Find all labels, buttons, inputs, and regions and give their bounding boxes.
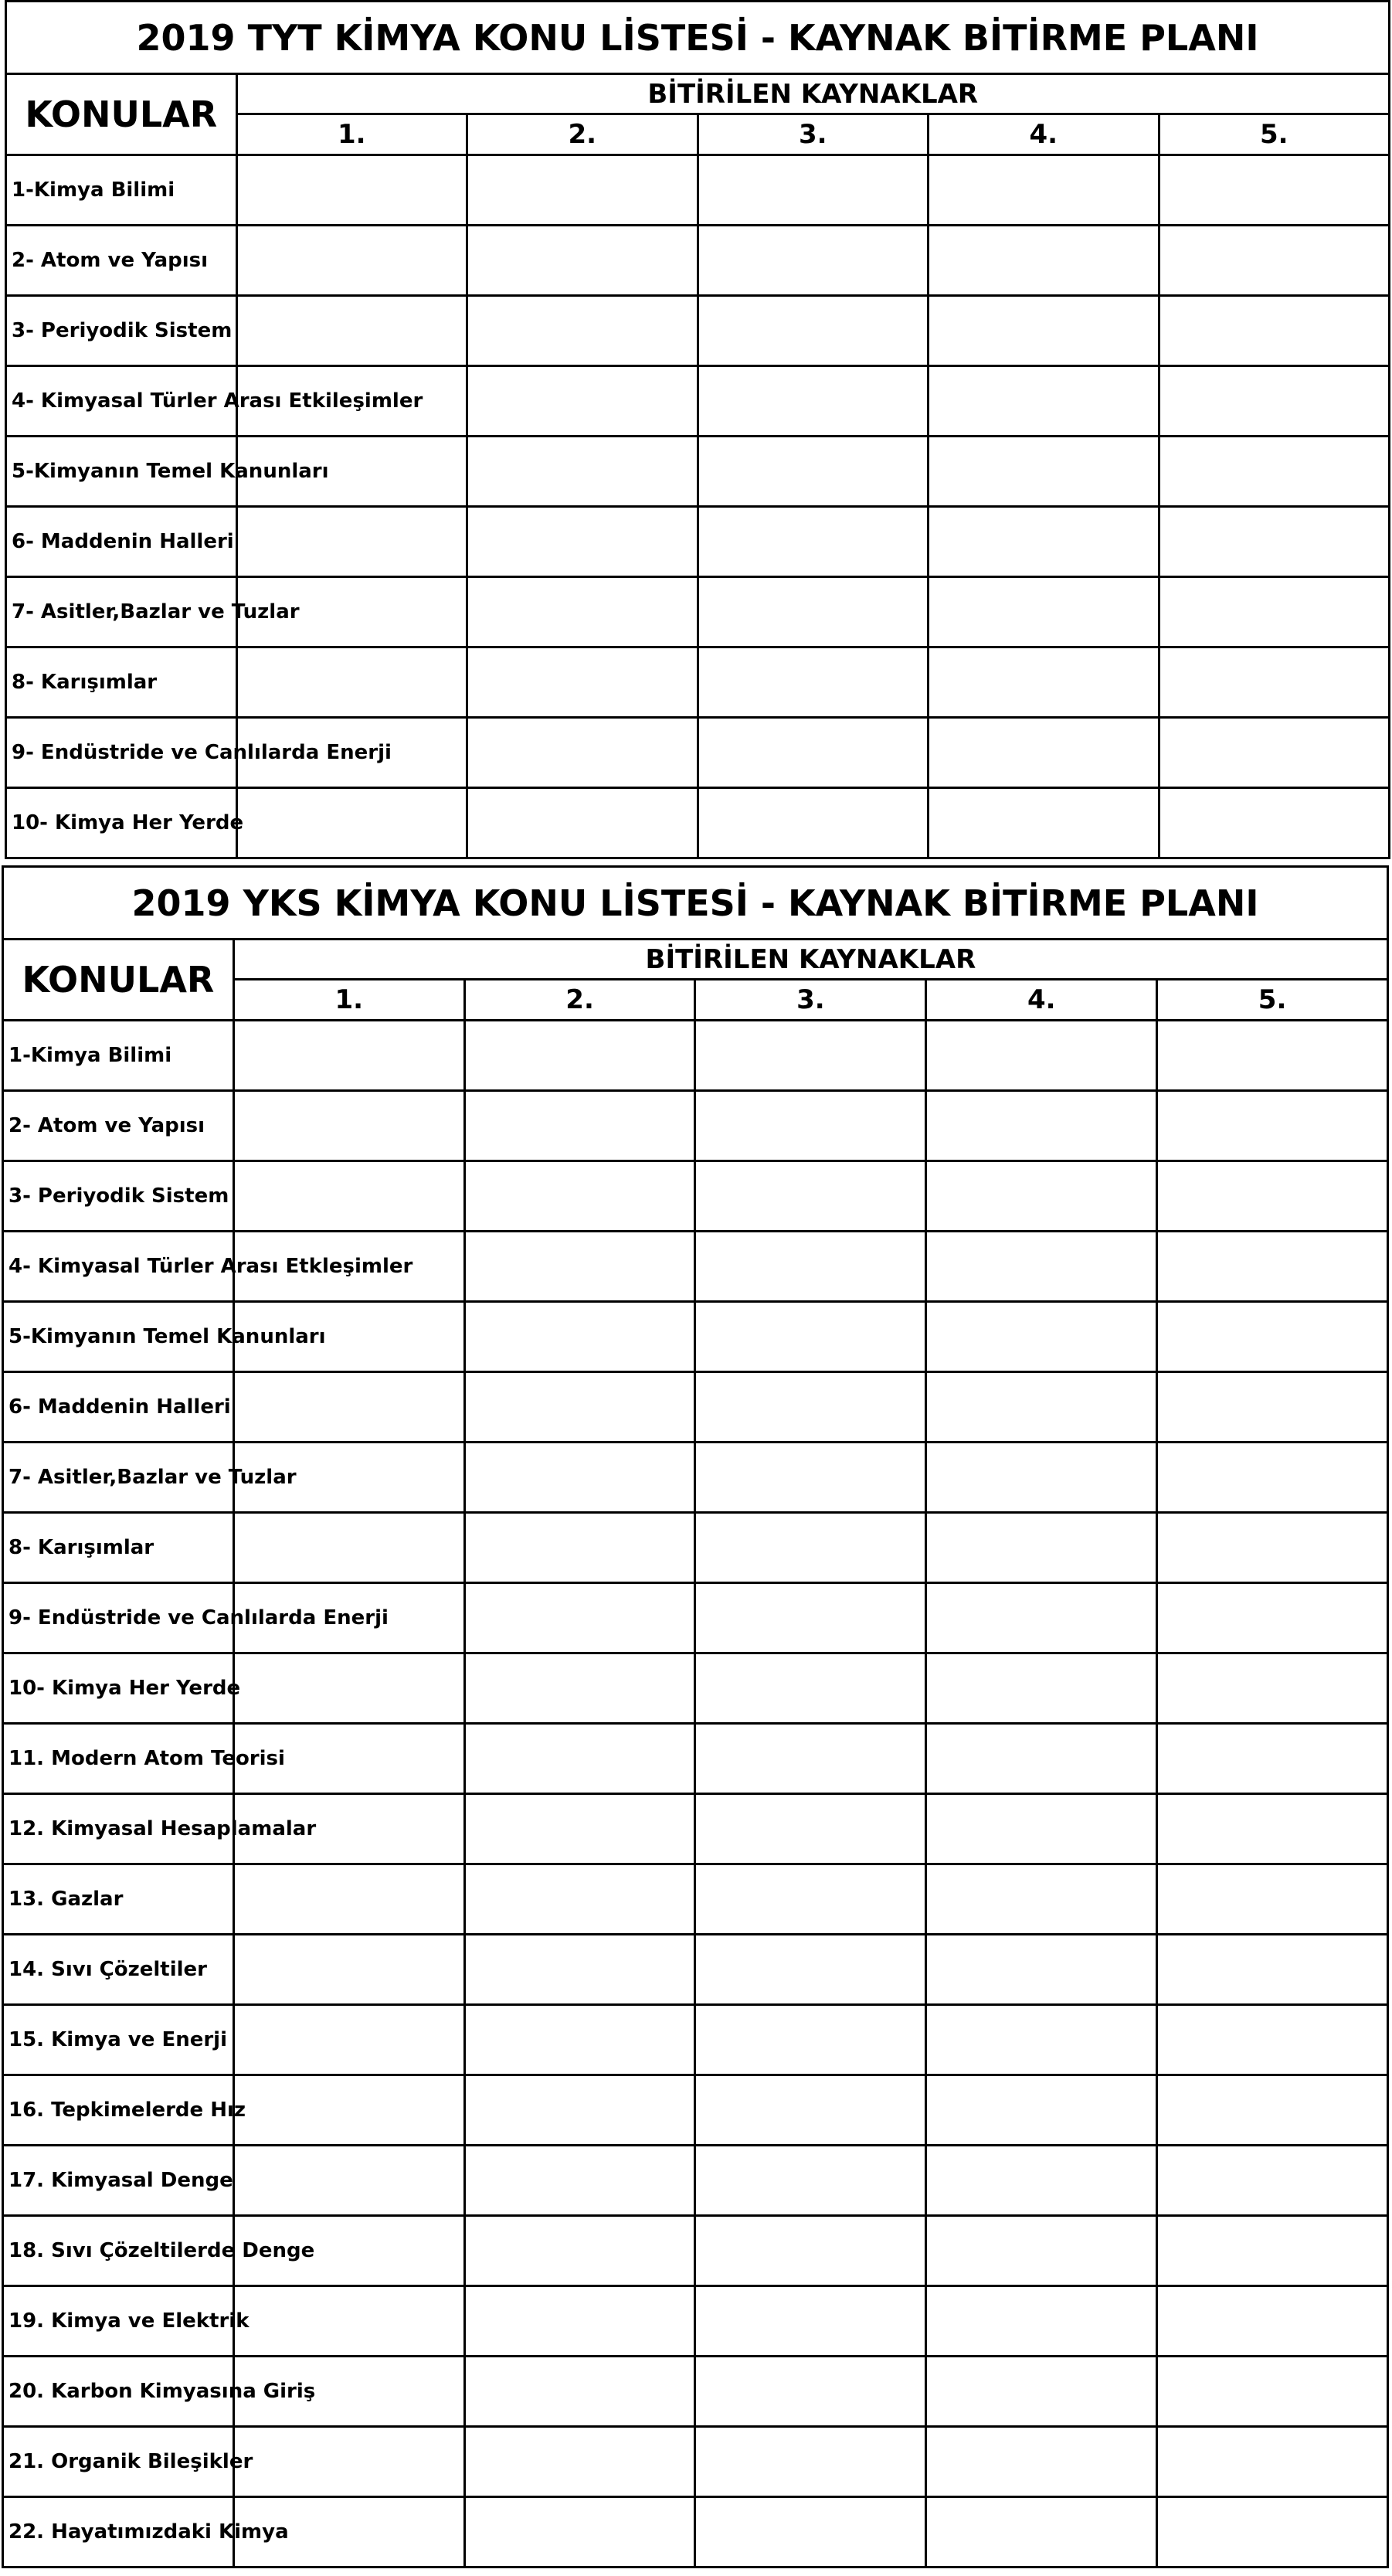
topic-label: 10- Kimya Her Yerde: [3, 1653, 234, 1724]
source-check-cell[interactable]: [467, 788, 698, 858]
topic-label: 22. Hayatımızdaki Kimya: [3, 2497, 234, 2568]
source-check-cell[interactable]: [467, 577, 698, 647]
topic-row: [3, 1302, 1388, 1372]
tyt-plan-sheet: [5, 0, 1390, 859]
topic-label: 7- Asitler,Bazlar ve Tuzlar: [6, 577, 237, 647]
source-column-header: 4.: [926, 980, 1157, 1021]
source-check-cell[interactable]: [926, 1161, 1157, 1232]
topic-row: [3, 1513, 1388, 1583]
source-check-cell[interactable]: [1157, 2427, 1388, 2497]
source-check-cell[interactable]: [1157, 1513, 1388, 1583]
source-check-cell[interactable]: [464, 2216, 695, 2286]
source-check-cell[interactable]: [464, 1443, 695, 1513]
topic-label: 1-Kimya Bilimi: [3, 1021, 234, 1091]
source-check-cell[interactable]: [695, 2216, 926, 2286]
source-check-cell[interactable]: [698, 647, 929, 718]
source-check-cell[interactable]: [929, 718, 1159, 788]
topic-label: 5-Kimyanın Temel Kanunları: [6, 437, 237, 507]
source-check-cell[interactable]: [926, 1864, 1157, 1935]
source-column-header: 5.: [1157, 980, 1388, 1021]
topic-label: 15. Kimya ve Enerji: [3, 2005, 234, 2075]
topic-row: [3, 1021, 1388, 1091]
topic-row: [6, 507, 1390, 577]
source-check-cell[interactable]: [698, 788, 929, 858]
source-check-cell[interactable]: [926, 1302, 1157, 1372]
source-check-cell[interactable]: [926, 2286, 1157, 2357]
source-check-cell[interactable]: [695, 1794, 926, 1864]
topic-row: [3, 2146, 1388, 2216]
topic-label: 17. Kimyasal Denge: [3, 2146, 234, 2216]
konular-header: KONULAR: [3, 940, 234, 1021]
topic-row: [3, 2357, 1388, 2427]
source-check-cell[interactable]: [233, 2005, 464, 2075]
topic-row: [6, 788, 1390, 858]
source-check-cell[interactable]: [1157, 2286, 1388, 2357]
topic-label: 6- Maddenin Halleri: [3, 1372, 234, 1443]
topic-row: [3, 1232, 1388, 1302]
topic-label: 19. Kimya ve Elektrik: [3, 2286, 234, 2357]
source-check-cell[interactable]: [926, 1653, 1157, 1724]
topic-row: [3, 2005, 1388, 2075]
sheet-title: 2019 YKS KİMYA KONU LİSTESİ - KAYNAK BİTİRME PLANI: [3, 867, 1388, 940]
source-check-cell[interactable]: [929, 155, 1159, 226]
source-check-cell[interactable]: [1157, 1794, 1388, 1864]
source-check-cell[interactable]: [926, 1513, 1157, 1583]
yks-table: [2, 865, 1389, 2568]
source-check-cell[interactable]: [233, 1935, 464, 2005]
topic-row: [3, 1724, 1388, 1794]
source-check-cell[interactable]: [695, 2146, 926, 2216]
topic-row: [3, 1372, 1388, 1443]
source-check-cell[interactable]: [1157, 1864, 1388, 1935]
topic-label: 9- Endüstride ve Canlılarda Enerji: [3, 1583, 234, 1653]
source-check-cell[interactable]: [695, 1232, 926, 1302]
source-check-cell[interactable]: [464, 2075, 695, 2146]
topic-row: [3, 1864, 1388, 1935]
source-check-cell[interactable]: [464, 1091, 695, 1161]
topic-label: 9- Endüstride ve Canlılarda Enerji: [6, 718, 237, 788]
topic-row: [6, 647, 1390, 718]
topic-label: 2- Atom ve Yapısı: [3, 1091, 234, 1161]
source-check-cell[interactable]: [929, 366, 1159, 437]
source-check-cell[interactable]: [695, 1443, 926, 1513]
source-check-cell[interactable]: [1157, 2497, 1388, 2568]
source-check-cell[interactable]: [1157, 2005, 1388, 2075]
source-check-cell[interactable]: [698, 437, 929, 507]
source-check-cell[interactable]: [236, 155, 467, 226]
source-check-cell[interactable]: [233, 1161, 464, 1232]
source-check-cell[interactable]: [467, 296, 698, 366]
source-check-cell[interactable]: [233, 1021, 464, 1091]
topic-label: 2- Atom ve Yapısı: [6, 226, 237, 296]
source-column-header: 2.: [464, 980, 695, 1021]
source-check-cell[interactable]: [1157, 1302, 1388, 1372]
source-check-cell[interactable]: [233, 1091, 464, 1161]
source-check-cell[interactable]: [698, 226, 929, 296]
topic-row: [3, 1443, 1388, 1513]
source-check-cell[interactable]: [695, 1513, 926, 1583]
source-check-cell[interactable]: [926, 2216, 1157, 2286]
topic-row: [3, 2075, 1388, 2146]
source-column-header: 3.: [698, 114, 929, 155]
source-check-cell[interactable]: [926, 2357, 1157, 2427]
source-check-cell[interactable]: [1159, 507, 1390, 577]
source-check-cell[interactable]: [1157, 1232, 1388, 1302]
topic-row: [3, 1091, 1388, 1161]
source-check-cell[interactable]: [1159, 437, 1390, 507]
source-check-cell[interactable]: [464, 2146, 695, 2216]
source-check-cell[interactable]: [698, 296, 929, 366]
topic-row: [6, 366, 1390, 437]
source-check-cell[interactable]: [464, 1864, 695, 1935]
topic-label: 20. Karbon Kimyasına Giriş: [3, 2357, 234, 2427]
source-check-cell[interactable]: [464, 1161, 695, 1232]
source-check-cell[interactable]: [926, 2146, 1157, 2216]
source-check-cell[interactable]: [467, 226, 698, 296]
source-check-cell[interactable]: [233, 1513, 464, 1583]
source-check-cell[interactable]: [464, 1583, 695, 1653]
source-check-cell[interactable]: [467, 366, 698, 437]
source-check-cell[interactable]: [233, 2146, 464, 2216]
topic-row: [6, 437, 1390, 507]
bitirilen-kaynaklar-header: BİTİRİLEN KAYNAKLAR: [236, 74, 1390, 114]
source-check-cell[interactable]: [233, 2075, 464, 2146]
source-check-cell[interactable]: [695, 1302, 926, 1372]
source-check-cell[interactable]: [926, 1372, 1157, 1443]
topic-label: 18. Sıvı Çözeltilerde Denge: [3, 2216, 234, 2286]
topic-row: [3, 2216, 1388, 2286]
source-check-cell[interactable]: [464, 1513, 695, 1583]
topic-label: 4- Kimyasal Türler Arası Etkleşimler: [3, 1232, 234, 1302]
topic-label: 3- Periyodik Sistem: [3, 1161, 234, 1232]
source-check-cell[interactable]: [695, 2075, 926, 2146]
topic-label: 11. Modern Atom Teorisi: [3, 1724, 234, 1794]
topic-row: [6, 577, 1390, 647]
source-check-cell[interactable]: [929, 507, 1159, 577]
source-check-cell[interactable]: [695, 1583, 926, 1653]
source-check-cell[interactable]: [695, 2357, 926, 2427]
topic-label: 21. Organik Bileşikler: [3, 2427, 234, 2497]
source-check-cell[interactable]: [926, 1794, 1157, 1864]
source-column-header: 1.: [236, 114, 467, 155]
source-check-cell[interactable]: [1157, 2216, 1388, 2286]
source-check-cell[interactable]: [926, 1443, 1157, 1513]
source-check-cell[interactable]: [695, 2286, 926, 2357]
source-check-cell[interactable]: [698, 155, 929, 226]
source-check-cell[interactable]: [929, 788, 1159, 858]
source-check-cell[interactable]: [1157, 1583, 1388, 1653]
topic-row: [3, 1794, 1388, 1864]
source-check-cell[interactable]: [233, 1653, 464, 1724]
source-check-cell[interactable]: [467, 507, 698, 577]
source-check-cell[interactable]: [1157, 1021, 1388, 1091]
source-check-cell[interactable]: [464, 2005, 695, 2075]
source-column-header: 2.: [467, 114, 698, 155]
source-check-cell[interactable]: [236, 507, 467, 577]
source-check-cell[interactable]: [1157, 1724, 1388, 1794]
source-check-cell[interactable]: [695, 1021, 926, 1091]
source-check-cell[interactable]: [695, 2427, 926, 2497]
source-check-cell[interactable]: [698, 366, 929, 437]
topic-row: [3, 2427, 1388, 2497]
source-check-cell[interactable]: [467, 647, 698, 718]
source-check-cell[interactable]: [926, 1583, 1157, 1653]
source-check-cell[interactable]: [926, 2005, 1157, 2075]
source-check-cell[interactable]: [464, 1372, 695, 1443]
source-check-cell[interactable]: [1159, 296, 1390, 366]
source-check-cell[interactable]: [695, 1091, 926, 1161]
source-check-cell[interactable]: [467, 155, 698, 226]
source-check-cell[interactable]: [233, 2427, 464, 2497]
source-check-cell[interactable]: [695, 1653, 926, 1724]
source-check-cell[interactable]: [929, 437, 1159, 507]
topic-label: 1-Kimya Bilimi: [6, 155, 237, 226]
source-check-cell[interactable]: [1157, 2146, 1388, 2216]
source-check-cell[interactable]: [926, 2427, 1157, 2497]
topic-label: 6- Maddenin Halleri: [6, 507, 237, 577]
topic-label: 13. Gazlar: [3, 1864, 234, 1935]
source-check-cell[interactable]: [929, 296, 1159, 366]
source-check-cell[interactable]: [929, 647, 1159, 718]
source-check-cell[interactable]: [464, 1794, 695, 1864]
source-check-cell[interactable]: [1157, 1653, 1388, 1724]
source-check-cell[interactable]: [236, 647, 467, 718]
source-check-cell[interactable]: [1159, 647, 1390, 718]
source-check-cell[interactable]: [464, 1302, 695, 1372]
topic-label: 7- Asitler,Bazlar ve Tuzlar: [3, 1443, 234, 1513]
source-check-cell[interactable]: [1157, 2075, 1388, 2146]
topic-row: [3, 1653, 1388, 1724]
topic-label: 5-Kimyanın Temel Kanunları: [3, 1302, 234, 1372]
source-column-header: 4.: [929, 114, 1159, 155]
source-check-cell[interactable]: [698, 577, 929, 647]
source-check-cell[interactable]: [698, 507, 929, 577]
sheet-title: 2019 TYT KİMYA KONU LİSTESİ - KAYNAK BİTİRME PLANI: [6, 2, 1390, 74]
source-check-cell[interactable]: [233, 2286, 464, 2357]
source-check-cell[interactable]: [926, 2497, 1157, 2568]
source-check-cell[interactable]: [695, 1161, 926, 1232]
source-check-cell[interactable]: [464, 2357, 695, 2427]
source-check-cell[interactable]: [464, 1653, 695, 1724]
source-check-cell[interactable]: [236, 788, 467, 858]
topic-label: 12. Kimyasal Hesaplamalar: [3, 1794, 234, 1864]
source-check-cell[interactable]: [698, 718, 929, 788]
source-check-cell[interactable]: [1159, 718, 1390, 788]
topic-row: [3, 2497, 1388, 2568]
topic-row: [6, 718, 1390, 788]
source-check-cell[interactable]: [1157, 1161, 1388, 1232]
topic-row: [3, 1583, 1388, 1653]
source-check-cell[interactable]: [464, 2427, 695, 2497]
source-check-cell[interactable]: [926, 1232, 1157, 1302]
source-check-cell[interactable]: [1157, 1443, 1388, 1513]
topic-label: 8- Karışımlar: [6, 647, 237, 718]
source-column-header: 3.: [695, 980, 926, 1021]
topic-row: [3, 2286, 1388, 2357]
source-check-cell[interactable]: [1159, 577, 1390, 647]
source-check-cell[interactable]: [1159, 366, 1390, 437]
source-check-cell[interactable]: [1159, 788, 1390, 858]
topic-label: 16. Tepkimelerde Hız: [3, 2075, 234, 2146]
source-check-cell[interactable]: [695, 1724, 926, 1794]
source-check-cell[interactable]: [464, 1021, 695, 1091]
source-check-cell[interactable]: [695, 1864, 926, 1935]
source-check-cell[interactable]: [1159, 226, 1390, 296]
topic-row: [6, 296, 1390, 366]
topic-label: 14. Sıvı Çözeltiler: [3, 1935, 234, 2005]
topic-label: 4- Kimyasal Türler Arası Etkileşimler: [6, 366, 237, 437]
source-check-cell[interactable]: [464, 1232, 695, 1302]
source-check-cell[interactable]: [926, 2075, 1157, 2146]
source-check-cell[interactable]: [464, 2286, 695, 2357]
konular-header: KONULAR: [6, 74, 237, 155]
bitirilen-kaynaklar-header: BİTİRİLEN KAYNAKLAR: [233, 940, 1387, 980]
source-check-cell[interactable]: [464, 1935, 695, 2005]
topic-row: [3, 1161, 1388, 1232]
source-column-header: 5.: [1159, 114, 1390, 155]
topic-label: 3- Periyodik Sistem: [6, 296, 237, 366]
topic-label: 8- Karışımlar: [3, 1513, 234, 1583]
source-check-cell[interactable]: [929, 226, 1159, 296]
topic-row: [3, 1935, 1388, 2005]
source-check-cell[interactable]: [695, 1372, 926, 1443]
source-check-cell[interactable]: [236, 226, 467, 296]
source-check-cell[interactable]: [926, 1724, 1157, 1794]
topic-label: 10- Kimya Her Yerde: [6, 788, 237, 858]
source-check-cell[interactable]: [464, 2497, 695, 2568]
tyt-table: [5, 0, 1390, 859]
source-check-cell[interactable]: [926, 1935, 1157, 2005]
source-check-cell[interactable]: [695, 2497, 926, 2568]
source-check-cell[interactable]: [1157, 2357, 1388, 2427]
source-check-cell[interactable]: [236, 296, 467, 366]
source-column-header: 1.: [233, 980, 464, 1021]
source-check-cell[interactable]: [1157, 1935, 1388, 2005]
source-check-cell[interactable]: [929, 577, 1159, 647]
source-check-cell[interactable]: [695, 2005, 926, 2075]
source-check-cell[interactable]: [695, 1935, 926, 2005]
source-check-cell[interactable]: [926, 1091, 1157, 1161]
source-check-cell[interactable]: [467, 437, 698, 507]
source-check-cell[interactable]: [1159, 155, 1390, 226]
source-check-cell[interactable]: [467, 718, 698, 788]
source-check-cell[interactable]: [233, 1864, 464, 1935]
source-check-cell[interactable]: [1157, 1372, 1388, 1443]
topic-row: [6, 226, 1390, 296]
yks-plan-sheet: [2, 865, 1389, 2568]
source-check-cell[interactable]: [464, 1724, 695, 1794]
source-check-cell[interactable]: [1157, 1091, 1388, 1161]
topic-row: [6, 155, 1390, 226]
source-check-cell[interactable]: [233, 1372, 464, 1443]
source-check-cell[interactable]: [926, 1021, 1157, 1091]
